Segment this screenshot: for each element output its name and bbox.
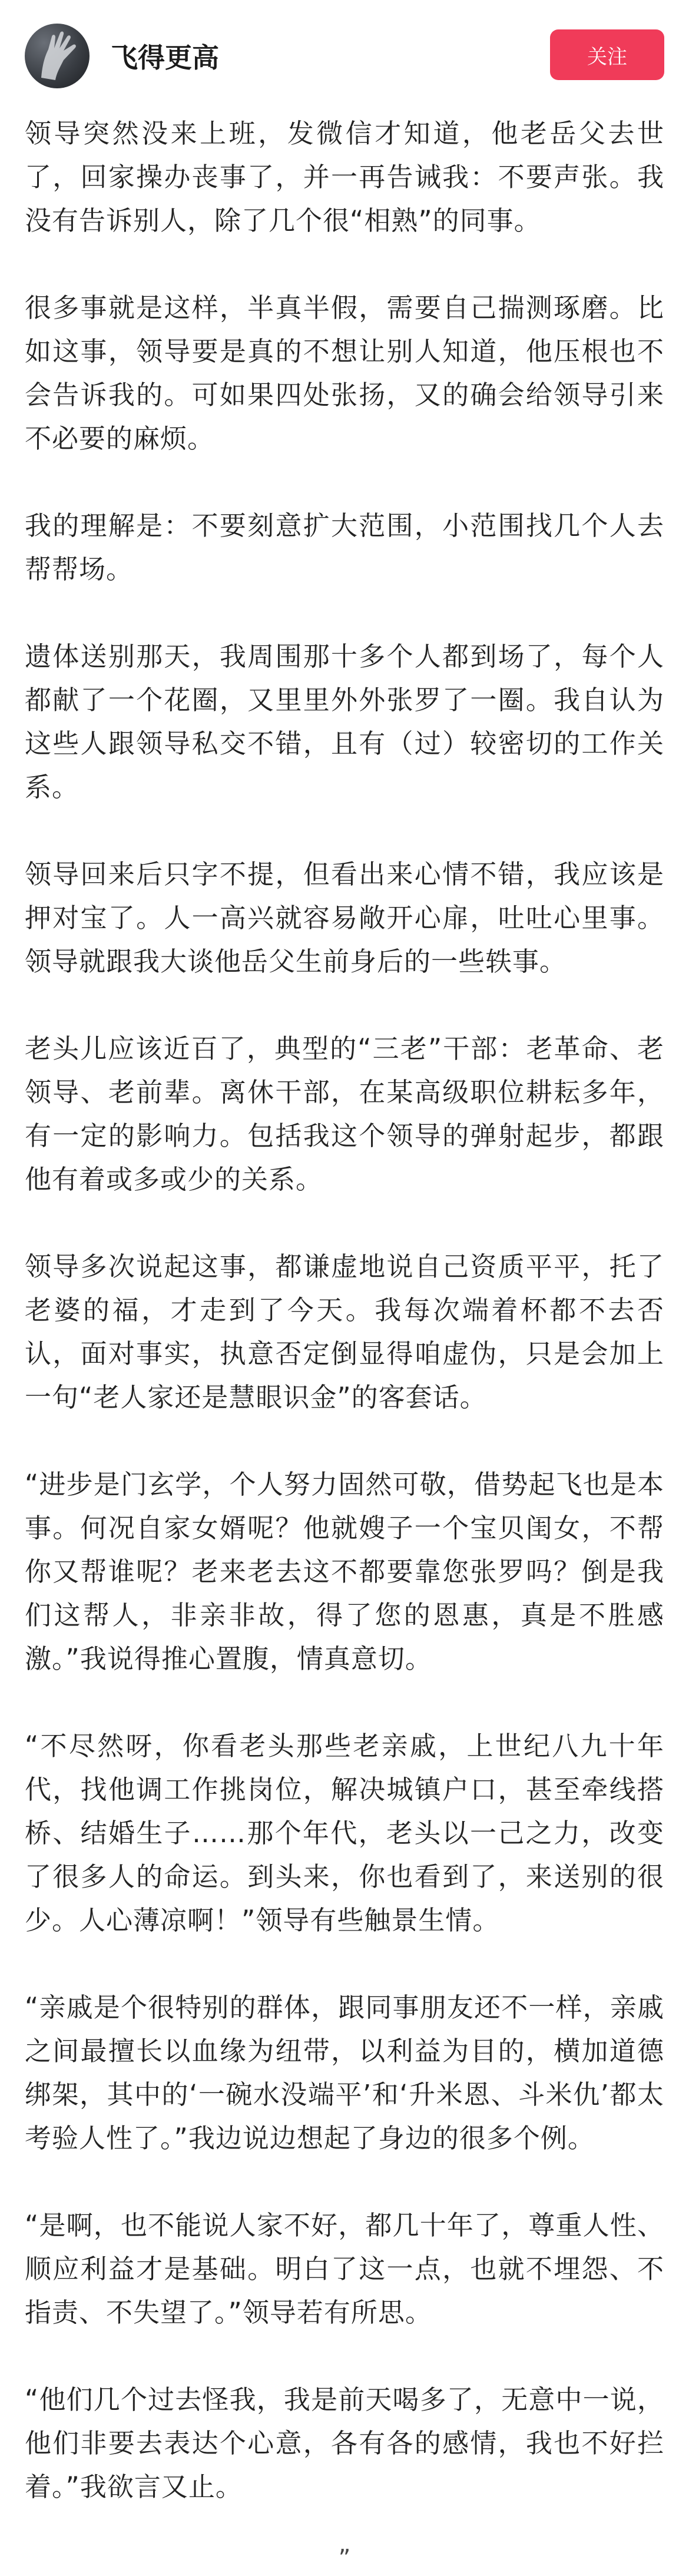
truncated-quote-mark: ” bbox=[338, 2545, 351, 2572]
author-avatar[interactable] bbox=[25, 24, 90, 88]
paragraph: “不尽然呀，你看老头那些老亲戚，上世纪八九十年代，找他调工作挑岗位，解决城镇户口，甚至牵线搭桥、结婚生子……那个年代，老头以一己之力，改变了很多人的命运。到头来，你也看到了，来送别的很少。人心薄凉啊！”领导有些触景生情。 bbox=[25, 1730, 664, 1936]
article-body bbox=[0, 112, 689, 2576]
paragraph: “是啊，也不能说人家不好，都几十年了，尊重人性、顺应利益才是基础。明白了这一点，也就不埋怨、不指责、不失望了。”领导若有所思。 bbox=[25, 2210, 664, 2328]
paragraph: 领导多次说起这事，都谦虚地说自己资质平平，托了老婆的福，才走到了今天。我每次端着杯都不去否认，面对事实，执意否定倒显得咱虚伪，只是会加上一句“老人家还是慧眼识金”的客套话。 bbox=[25, 1251, 664, 1413]
paragraph: 遗体送别那天，我周围那十多个人都到场了，每个人都献了一个花圈，又里里外外张罗了一圈。我自认为这些人跟领导私交不错，且有（过）较密切的工作关系。 bbox=[25, 641, 664, 803]
paragraph: 领导回来后只字不提，但看出来心情不错，我应该是押对宝了。人一高兴就容易敞开心扉，吐吐心里事。领导就跟我大谈他岳父生前身后的一些轶事。 bbox=[25, 859, 664, 977]
avatar-hand-icon bbox=[25, 24, 90, 88]
paragraph: 领导突然没来上班，发微信才知道，他老岳父去世了，回家操办丧事了，并一再告诫我：不要声张。我没有告诉别人，除了几个很“相熟”的同事。 bbox=[25, 118, 664, 236]
follow-button[interactable]: 关注 bbox=[550, 29, 664, 80]
paragraph: 我的理解是：不要刻意扩大范围，小范围找几个人去帮帮场。 bbox=[25, 510, 664, 585]
paragraph: “亲戚是个很特别的群体，跟同事朋友还不一样，亲戚之间最擅长以血缘为纽带，以利益为目的，横加道德绑架，其中的‘一碗水没端平’和‘升米恩、斗米仇’都太考验人性了。”我边说边想起了身边的很多个例。 bbox=[25, 1992, 664, 2154]
paragraph: 很多事就是这样，半真半假，需要自己揣测琢磨。比如这事，领导要是真的不想让别人知道，他压根也不会告诉我的。可如果四处张扬，又的确会给领导引来不必要的麻烦。 bbox=[25, 292, 664, 454]
paragraph: “他们几个过去怪我，我是前天喝多了，无意中一说，他们非要去表达个心意，各有各的感情，我也不好拦着。”我欲言又止。 bbox=[25, 2384, 664, 2502]
paragraph: “进步是门玄学，个人努力固然可敬，借势起飞也是本事。何况自家女婿呢？他就嫂子一个宝贝闺女，不帮你又帮谁呢？老来老去这不都要靠您张罗吗？倒是我们这帮人，非亲非故，得了您的恩惠，真是不胜感激。”我说得推心置腹，情真意切。 bbox=[25, 1469, 664, 1674]
author-name[interactable]: 飞得更高 bbox=[111, 42, 219, 74]
author-header bbox=[0, 0, 689, 112]
paragraph: 老头儿应该近百了，典型的“三老”干部：老革命、老领导、老前辈。离休干部，在某高级职位耕耘多年，有一定的影响力。包括我这个领导的弹射起步，都跟他有着或多或少的关系。 bbox=[25, 1033, 664, 1195]
